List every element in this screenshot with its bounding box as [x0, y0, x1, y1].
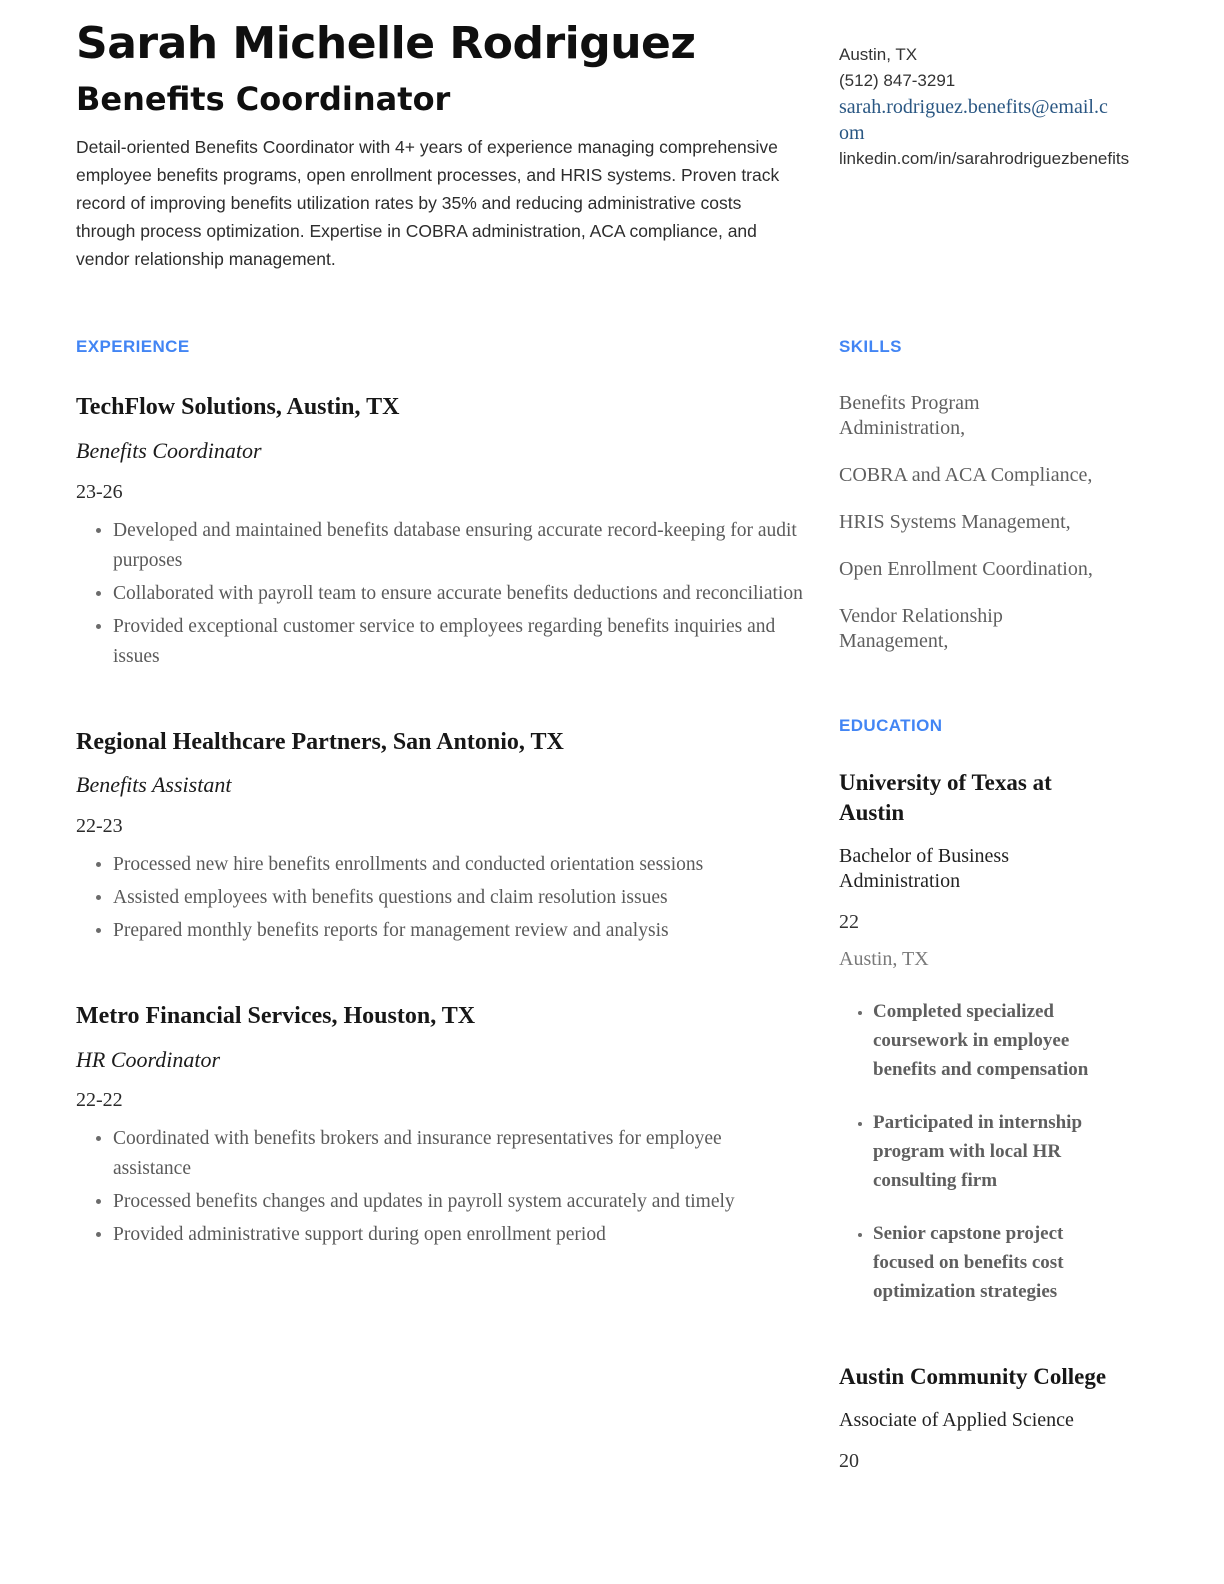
experience-entry	[76, 728, 804, 946]
education-entry	[839, 1362, 1109, 1473]
job-dates: 22-23	[76, 814, 123, 837]
school-location: Austin, TX	[839, 948, 929, 971]
company-name: Regional Healthcare Partners, San Antonio, TX	[76, 728, 564, 755]
experience-entry	[76, 393, 804, 671]
experience-heading: EXPERIENCE	[76, 337, 190, 357]
job-bullet: • Processed benefits changes and updates in payroll system accurately and timely	[113, 1187, 804, 1217]
school-name: Austin Community College	[839, 1364, 1107, 1390]
company-name: TechFlow Solutions, Austin, TX	[76, 394, 400, 421]
job-bullet: • Provided exceptional customer service to employees regarding benefits inquiries and issues	[113, 612, 804, 672]
job-dates: 22-22	[76, 1088, 123, 1111]
education-bullet: • Senior capstone project focused on benefits cost optimization strategies	[873, 1219, 1109, 1306]
job-bullet: • Coordinated with benefits brokers and insurance representatives for employee assistance	[113, 1124, 804, 1184]
skill-item: COBRA and ACA Compliance,	[839, 464, 1093, 487]
contact-block	[839, 16, 1130, 273]
sidebar-column	[839, 337, 1109, 1473]
skills-heading: SKILLS	[839, 337, 902, 357]
education-bullet: • Participated in internship program with local HR consulting firm	[873, 1108, 1109, 1195]
job-title: Benefits Assistant	[76, 772, 232, 798]
experience-entries	[76, 393, 804, 1250]
resume-header	[76, 16, 1224, 273]
education-heading: EDUCATION	[839, 716, 943, 736]
job-bullet: • Developed and maintained benefits database ensuring accurate record-keeping for audit purposes	[113, 516, 804, 576]
job-bullet: • Prepared monthly benefits reports for management review and analysis	[113, 916, 804, 946]
contact-email-link[interactable]: sarah.rodriguez.benefits@email.com	[839, 96, 1108, 144]
education-entry	[839, 768, 1109, 1306]
job-title: HR Coordinator	[76, 1046, 221, 1072]
education-bullet: • Completed specialized coursework in employee benefits and compensation	[873, 997, 1109, 1084]
graduation-year: 20	[839, 1450, 859, 1473]
linkedin-url-part2: sarahrodriguezbenefits	[956, 149, 1130, 168]
job-bullet: • Assisted employees with benefits questions and claim resolution issues	[113, 883, 804, 913]
skill-item: Benefits Program Administration,	[839, 392, 980, 440]
job-bullet: • Processed new hire benefits enrollments and conducted orientation sessions	[113, 850, 804, 880]
company-name: Metro Financial Services, Houston, TX	[76, 1002, 476, 1029]
experience-entry	[76, 1002, 804, 1250]
job-bullet-list	[76, 850, 804, 946]
contact-phone: (512) 847-3291	[839, 71, 956, 90]
summary-text: Detail-oriented Benefits Coordinator with 4+ years of experience managing comprehensive employee benefits programs, open enrollment processes, and HRIS systems. Proven track record of improving benefits utilization rates by 35% and reducing administrative costs through process optimization. Expertise in COBRA administration, ACA compliance, and vendor relationship management.	[76, 137, 780, 270]
degree-name: Bachelor of Business Administration	[839, 845, 1009, 893]
education-bullet-list	[839, 997, 1109, 1306]
experience-column	[76, 337, 804, 1473]
job-dates: 23-26	[76, 480, 123, 503]
skills-section	[839, 337, 1109, 654]
linkedin-url-part1: linkedin.com/in/	[839, 149, 957, 168]
header-left	[76, 16, 804, 273]
skill-item: Vendor Relationship Management,	[839, 605, 1003, 653]
job-bullet: • Provided administrative support during open enrollment period	[113, 1220, 804, 1250]
education-entries	[839, 768, 1109, 1473]
contact-location: Austin, TX	[839, 45, 918, 64]
resume-body	[76, 337, 1224, 1473]
job-title: Benefits Coordinator	[76, 438, 262, 464]
skill-item: HRIS Systems Management,	[839, 511, 1071, 534]
graduation-year: 22	[839, 911, 859, 934]
skill-item: Open Enrollment Coordination,	[839, 558, 1093, 581]
person-name: Sarah Michelle Rodriguez	[76, 18, 696, 69]
person-title: Benefits Coordinator	[76, 80, 451, 118]
degree-name: Associate of Applied Science	[839, 1409, 1074, 1432]
school-name: University of Texas at Austin	[839, 770, 1052, 826]
contact-linkedin-link[interactable]	[839, 146, 1130, 172]
job-bullet-list	[76, 516, 804, 672]
education-section	[839, 716, 1109, 1473]
job-bullet: • Collaborated with payroll team to ensure accurate benefits deductions and reconciliation	[113, 579, 804, 609]
skills-list	[839, 391, 1109, 654]
job-bullet-list	[76, 1124, 804, 1250]
